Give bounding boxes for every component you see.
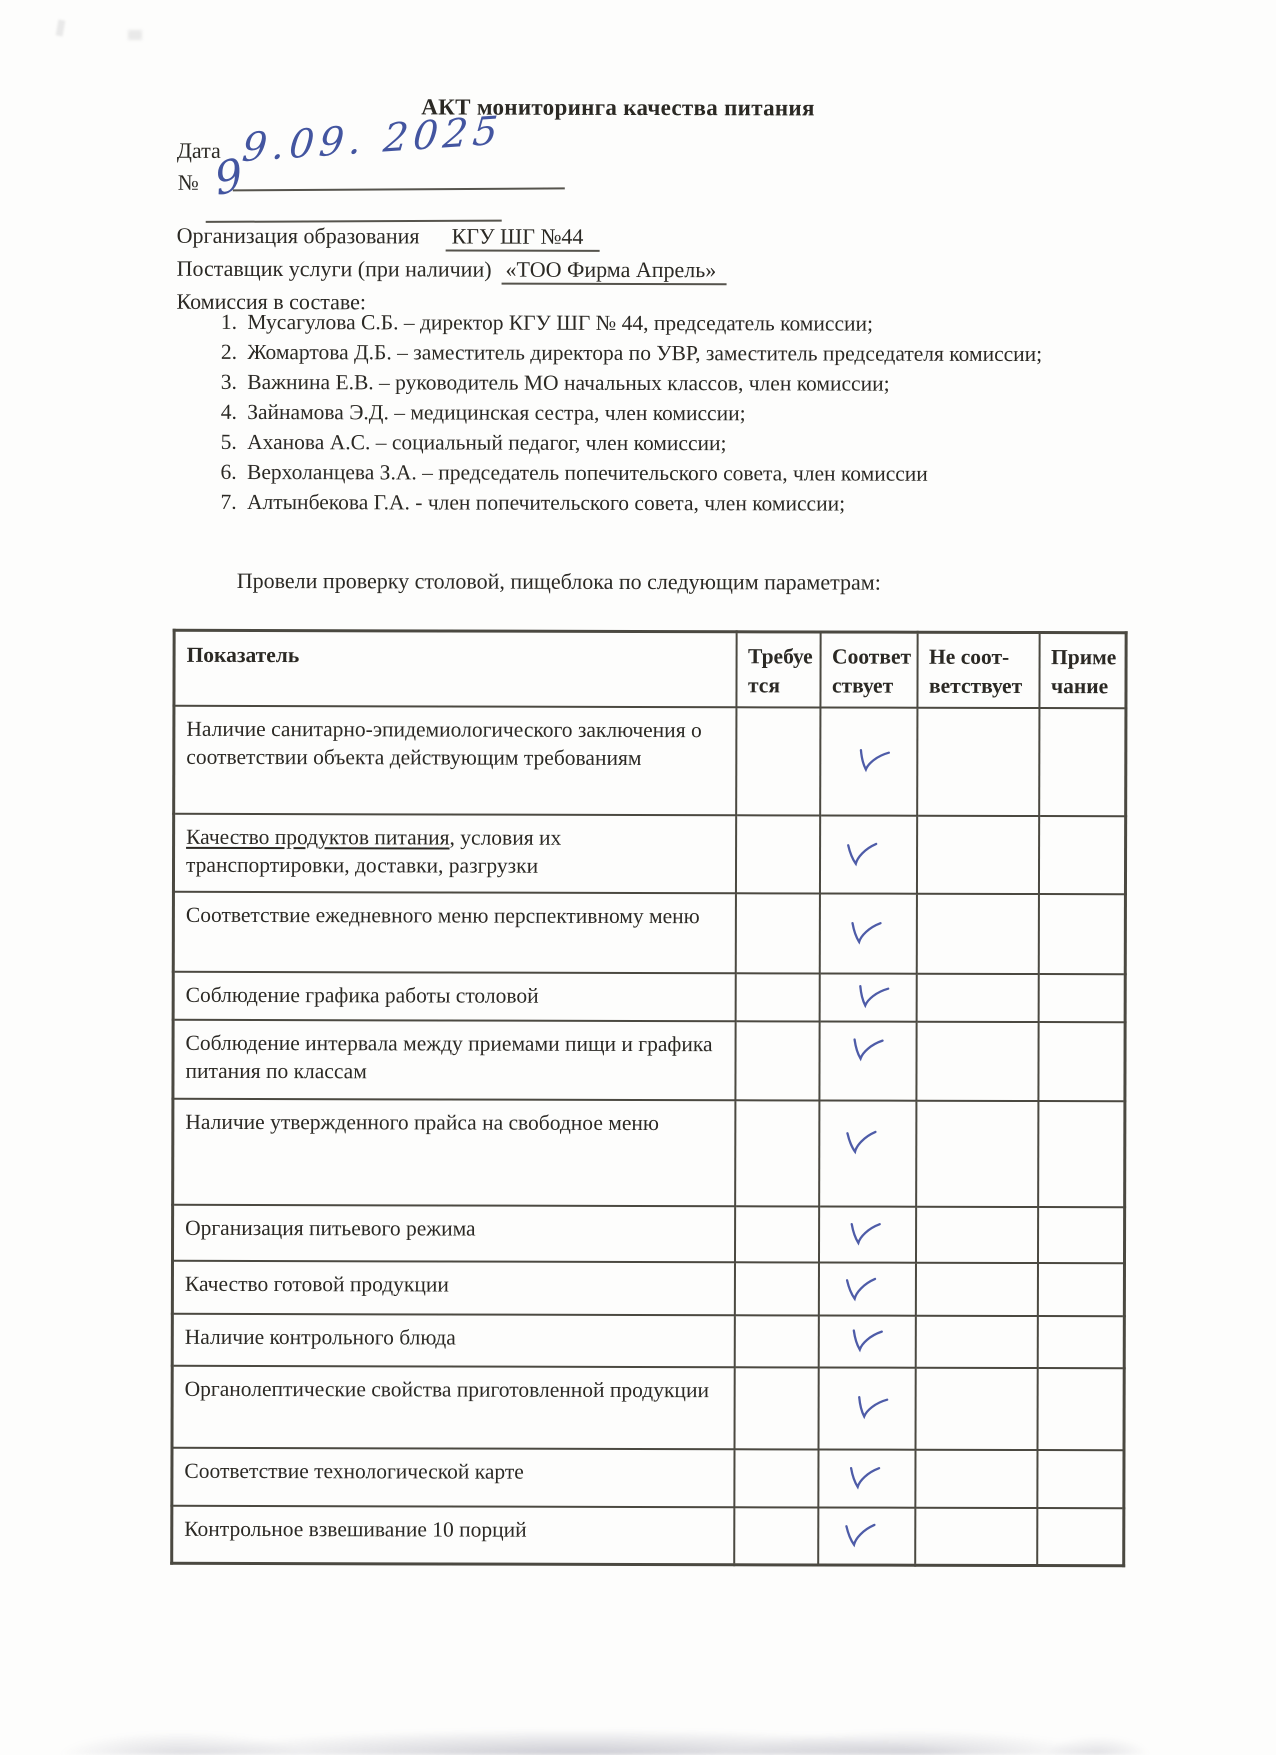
commission-list [204,307,1101,519]
commission-member-text: Жомартова Д.Б. – заместитель директора по УВР, заместитель председателя комиссии; [247,339,1043,367]
commission-member [242,487,1100,519]
indicator-cell [173,1020,735,1100]
indicator-text: Наличие контрольного блюда [184,1324,456,1350]
intro-paragraph: Провели проверку столовой, пищеблока по следующим параметрам: [236,567,881,595]
date-handwritten-value: 9.09. 2025 [240,108,505,172]
complies-cell [818,1262,915,1315]
note-cell [1037,1207,1124,1263]
organization-value: КГУ ШГ №44 [446,223,600,251]
date-underline [233,187,565,191]
indicator-text: Контрольное взвешивание 10 порций [184,1516,527,1542]
table-row [172,1366,1124,1450]
note-cell [1037,1368,1124,1450]
checkmark-icon [847,918,885,949]
required-cell [734,1262,818,1315]
note-cell [1038,1022,1125,1101]
checkmark-icon [845,1463,883,1494]
required-cell [735,815,819,893]
commission-member [242,457,1100,489]
complies-cell [819,815,916,893]
complies-cell [818,1367,915,1449]
commission-member-text: Верхоланцева З.А. – председатель попечительского совета, член комиссии [247,459,928,486]
header-complies: Соответ ствует [820,632,917,708]
complies-cell [818,1315,915,1367]
checkmark-icon [852,1393,891,1425]
indicator-cell [172,1314,734,1367]
indicator-text: Организация питьевого режима [185,1215,476,1241]
required-cell [735,1100,819,1206]
required-cell [734,1315,818,1367]
document-title: АКТ мониторинга качества питания [421,94,815,121]
table-row [173,1020,1125,1101]
complies-cell [819,893,916,973]
table-row [172,1506,1124,1565]
indicator-text: Соблюдение графика работы столовой [185,982,539,1008]
table-row [173,892,1125,974]
not-complies-cell [916,894,1038,974]
checkmark-icon [853,982,892,1014]
indicator-cell [172,1506,734,1564]
header-required: Требуе тся [736,632,820,708]
checkmark-icon [842,839,881,872]
not-complies-cell [915,1450,1037,1508]
indicator-text: Наличие утвержденного прайса на свободное меню [185,1109,659,1136]
commission-heading: Комиссия в составе: [176,288,367,315]
required-cell [734,1367,818,1449]
scan-bottom-shadow [30,1719,1190,1755]
commission-member-text: Важнина Е.В. – руководитель МО начальных классов, член комиссии; [247,369,890,396]
commission-member [242,337,1100,369]
checkmark-icon [849,1035,886,1065]
number-label: № [177,169,199,195]
commission-member [242,397,1100,429]
table-row [174,706,1126,816]
note-cell [1038,974,1125,1022]
note-cell [1037,1450,1124,1508]
required-cell [734,1206,818,1262]
header-indicator: Показатель [174,630,736,707]
not-complies-cell [917,708,1039,816]
commission-member [242,307,1100,339]
note-cell [1039,708,1126,816]
not-complies-cell [915,1316,1037,1368]
required-cell [735,893,819,973]
table-row [172,1314,1124,1368]
indicator-cell [172,1261,734,1315]
note-cell [1038,894,1125,974]
table-row [172,1205,1124,1263]
indicator-cell [172,1448,734,1507]
table-row [173,972,1125,1022]
monitoring-table [170,629,1127,1567]
checkmark-icon [848,1327,885,1357]
indicator-cell [173,814,735,893]
supplier-field [177,256,727,283]
commission-member [242,427,1100,459]
required-cell [734,1449,818,1507]
indicator-cell [173,972,735,1021]
table-row [172,1261,1124,1316]
indicator-cell [173,892,735,973]
not-complies-cell [915,1263,1037,1316]
indicator-text: Органолептические свойства приготовленной продукции [184,1376,710,1403]
indicator-cell [174,706,736,815]
header-not-complies: Не соот- ветствует [917,632,1039,708]
indicator-underlined-part: Качество продуктов питания [186,824,450,850]
organization-field [177,223,600,250]
required-cell [736,707,820,815]
not-complies-cell [915,1368,1037,1450]
indicator-text: Соответствие ежедневного меню перспективному меню [185,902,700,929]
supplier-value: «ТОО Фирма Апрель» [502,257,727,286]
required-cell [734,1507,818,1564]
indicator-text: Соблюдение интервала между приемами пищи и графика питания по классам [185,1030,713,1084]
required-cell [735,1021,819,1100]
not-complies-cell [916,1022,1038,1101]
organization-label: Организация образования [176,222,420,249]
note-cell [1037,1316,1124,1368]
not-complies-cell [916,816,1038,894]
note-cell [1037,1263,1124,1316]
commission-member-text: Алтынбекова Г.А. - член попечительского совета, член комиссии; [246,489,846,516]
checkmark-icon [841,1273,880,1306]
indicator-text: Соответствие технологической карте [184,1458,524,1484]
not-complies-cell [916,974,1038,1022]
complies-cell [819,973,916,1021]
indicator-text: Качество готовой продукции [184,1271,449,1297]
indicator-cell [172,1205,734,1262]
commission-member-text: Аханова А.С. – социальный педагог, член комиссии; [247,429,727,456]
indicator-text: , условия их транспортировки, доставки, разгрузки [186,825,562,878]
complies-cell [819,1100,916,1206]
table-row [173,1099,1125,1207]
complies-cell [818,1206,915,1262]
note-cell [1038,816,1125,894]
number-field [178,170,199,196]
note-cell [1037,1508,1124,1565]
table-row [172,1448,1124,1508]
number-handwritten-value: 9 [211,148,246,207]
note-cell [1038,1101,1125,1207]
required-cell [735,973,819,1021]
complies-cell [819,1021,916,1100]
complies-cell [820,707,917,815]
date-label: Дата [176,137,221,163]
commission-member-text: Мусагулова С.Б. – директор КГУ ШГ № 44, председатель комиссии; [247,309,874,336]
complies-cell [818,1507,915,1564]
table-body [172,706,1126,1565]
checkmark-icon [842,1127,881,1160]
indicator-cell [173,1099,735,1206]
commission-member-text: Зайнамова Э.Д. – медицинская сестра, член комиссии; [247,399,746,426]
complies-cell [818,1449,915,1507]
commission-member [242,367,1100,399]
not-complies-cell [915,1207,1037,1263]
not-complies-cell [915,1508,1037,1565]
supplier-label: Поставщик услуги (при наличии) [176,255,492,282]
table-row [173,814,1125,894]
not-complies-cell [916,1101,1038,1207]
indicator-text: Наличие санитарно-эпидемиологического заключения о соответствии объекта действующим требованиям [186,716,702,771]
scan-speck [128,30,142,40]
checkmark-icon [854,746,893,778]
checkmark-icon [846,1219,884,1250]
checkmark-icon [841,1520,880,1553]
header-note: Приме чание [1039,633,1126,709]
table-header-row [174,630,1126,708]
indicator-cell [172,1366,734,1449]
